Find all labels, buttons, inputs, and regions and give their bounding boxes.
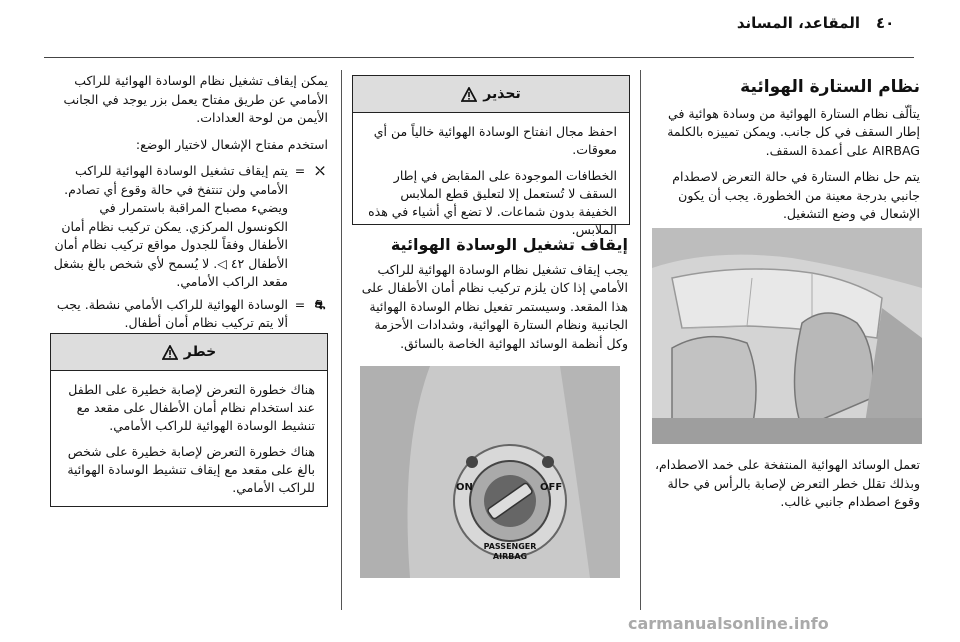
paragraph: يتألّف نظام الستارة الهوائية من وسادة هوائية في إطار السقف في كل جانب. ويمكن تمييزه بالكلمة AIRBAG على أعمدة السقف. — [667, 105, 920, 158]
danger-title: خطر — [183, 344, 217, 360]
illustration-caption: تعمل الوسائد الهوائية المنتفخة على خمد الاصطدام، وبذلك تقلل خطر التعرض لإصابة بالرأس في حالة وقوع اصطدام جانبي غالب. — [655, 457, 920, 509]
paragraph: يمكن إيقاف تشغيل نظام الوسادة الهوائية للراكب الأمامي عن طريق مفتاح يعمل بزر يوجد في الجانب الأيمن من لوحة العدادات. — [63, 73, 328, 125]
list-item — [50, 296, 328, 333]
danger-text: هناك خطورة التعرض لإصابة خطيرة على شخص بالغ على مقعد مع إيقاف تنشيط الوسادة الهوائية للراكب الأمامي. — [67, 444, 315, 495]
switch-label-on: ON — [456, 482, 473, 493]
column-divider-right — [640, 70, 641, 610]
warning-box — [352, 75, 630, 237]
list-item — [50, 162, 328, 292]
switch-label-off: OFF — [540, 482, 563, 493]
warning-triangle-icon — [461, 87, 477, 102]
watermark: carmanualsonline.info — [628, 614, 829, 633]
airbag-switch-illustration — [360, 366, 620, 578]
paragraph: يجب إيقاف تشغيل نظام الوسادة الهوائية للراكب الأمامي إذا كان يلزم تركيب نظام أمان الأطفال على هذا المقعد. وسيستمر تفعيل نظام الوسادة الهوائية الجانبية ونظام الستارة الهوائية، وشدادات الأحزمة وكل أنظمة الوسائد الهوائية الخاصة بالسائق. — [361, 261, 628, 351]
danger-box — [50, 333, 328, 507]
page-header — [0, 0, 960, 58]
warning-box-header — [353, 76, 629, 113]
warning-text: الخطافات الموجودة على المقابض في إطار السقف لا تُستعمل إلا لتعليق قطع الملابس الخفيفة بدون شماعات. لا تضع أي أشياء في هذه الملابس. — [368, 168, 617, 237]
section-title-airbag-deactivation: إيقاف تشغيل الوسادة الهوائية — [390, 235, 628, 254]
right-column — [652, 78, 920, 232]
warning-title: تحذير — [483, 86, 521, 102]
curtain-airbag-illustration — [652, 228, 922, 444]
middle-column — [352, 236, 628, 361]
equals-sign: = — [294, 296, 306, 312]
airbag-off-icon: ⛌ — [315, 163, 325, 178]
page-number: ٤٠ — [876, 14, 895, 32]
paragraph: استخدم مفتاح الإشعال لاختيار الوضع: — [135, 136, 328, 152]
chapter-title: المقاعد، المساند — [736, 14, 860, 32]
header-rule — [44, 57, 914, 58]
warning-triangle-icon — [162, 345, 178, 360]
switch-label-passenger: PASSENGER — [483, 542, 537, 551]
switch-label-airbag: AIRBAG — [492, 552, 528, 561]
list-item-text: الوسادة الهوائية للراكب الأمامي نشطة. يجب ألا يتم تركيب نظام أمان أطفال. — [56, 296, 288, 330]
airbag-on-icon: ⛐ — [314, 296, 326, 312]
left-column — [50, 72, 328, 337]
paragraph: يتم حل نظام الستارة في حالة التعرض لاصطدام جانبي بدرجة معينة من الخطورة. يجب أن يكون الإشعال في وضع التشغيل. — [672, 169, 920, 221]
danger-text: هناك خطورة التعرض لإصابة خطيرة على الطفل عند استخدام نظام أمان الأطفال على مقعد مع تنشيط الوسادة الهوائية للراكب الأمامي. — [68, 382, 315, 433]
right-column-caption — [652, 456, 920, 520]
equals-sign: = — [294, 163, 306, 178]
danger-box-header — [51, 334, 327, 371]
list-item-text: يتم إيقاف تشغيل الوسادة الهوائية للراكب الأمامي ولن تنتفخ في حالة وقوع أي تصادم. ويضيء مصباح المراقبة باستمرار في الكونسول المركزي. يمكن تركيب نظام أمان الأطفال وفقاً للجدول مواقع تركيب نظام أمان الأطفال ٤٢ ◁. لا يُسمح لأي شخص بالغ بشغل مقعد الراكب الأمامي. — [53, 163, 288, 289]
column-divider-left — [341, 70, 342, 610]
section-title-curtain-airbag: نظام الستارة الهوائية — [740, 77, 920, 97]
warning-text: احفظ مجال انفتاح الوسادة الهوائية خالياً من أي معوقات. — [373, 124, 617, 157]
